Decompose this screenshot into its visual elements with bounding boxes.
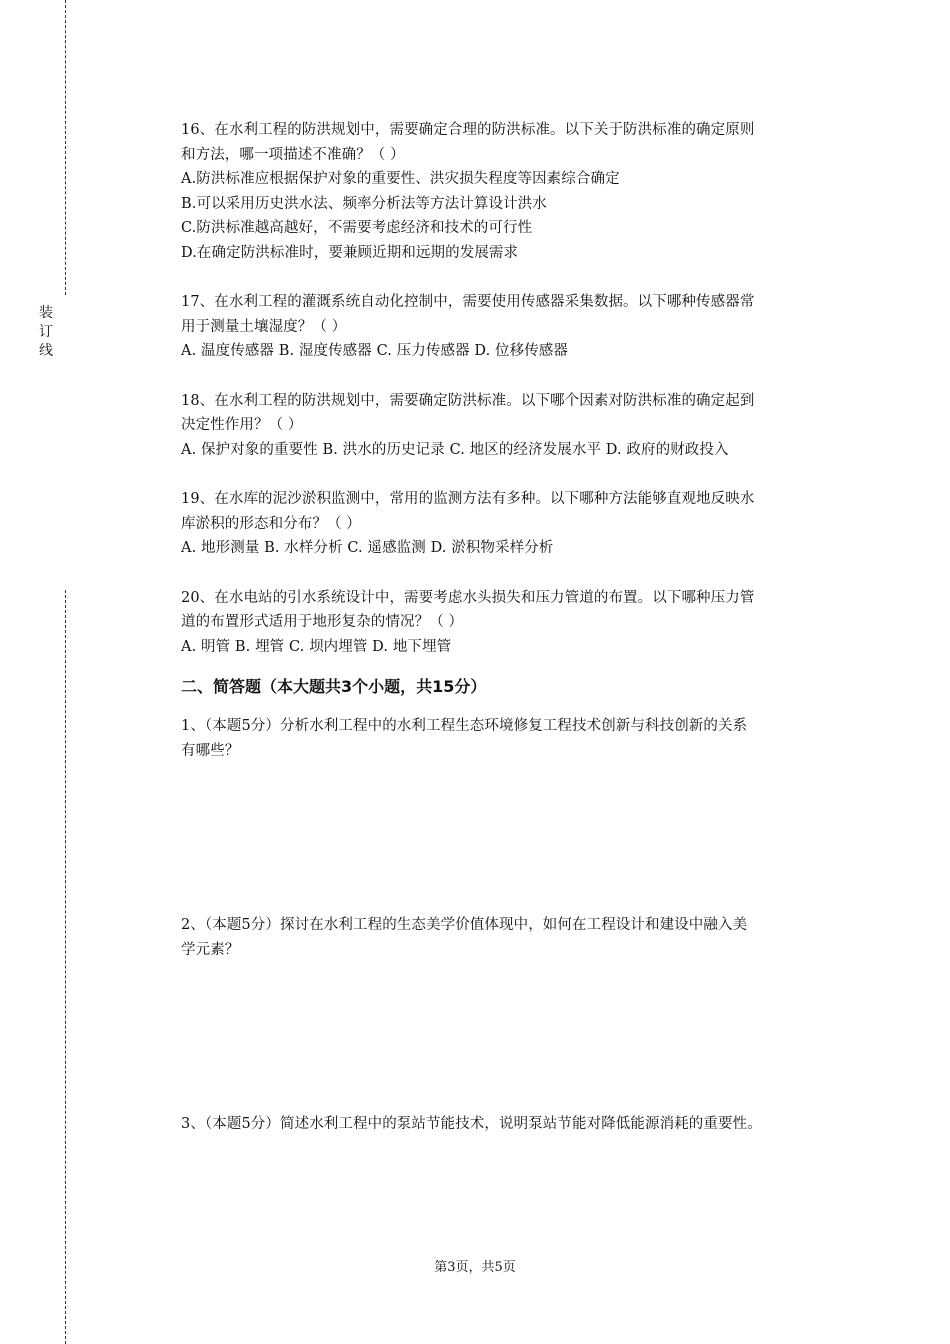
- question-stem-line: 用于测量土壤湿度？（ ）: [181, 318, 347, 335]
- question-stem-line: 2、（本题5分）探讨在水利工程的生态美学价值体现中，如何在工程设计和建设中融入美: [181, 917, 748, 933]
- section-title: 二、简答题（本大题共3个小题，共15分）: [181, 677, 487, 696]
- option-b: B.可以采用历史洪水法、频率分析法等方法计算设计洪水: [181, 195, 547, 212]
- question-stem-line: 有哪些？: [181, 742, 240, 759]
- question-stem-line: 3、（本题5分）简述水利工程中的泵站节能技术，说明泵站节能对降低能源消耗的重要性。: [181, 1116, 762, 1132]
- question-stem-line: 18、在水利工程的防洪规划中，需要确定防洪标准。以下哪个因素对防洪标准的确定起到: [181, 392, 755, 409]
- options-line: A. 地形测量 B. 水样分析 C. 遥感监测 D. 淤积物采样分析: [181, 540, 554, 556]
- question-stem-line: 决定性作用？（ ）: [181, 417, 303, 433]
- question-stem-line: 和方法，哪一项描述不准确？（ ）: [181, 146, 405, 163]
- question-20: [181, 586, 849, 660]
- options-line: A. 保护对象的重要性 B. 洪水的历史记录 C. 地区的经济发展水平 D. 政府的财政投入: [181, 441, 729, 458]
- question-stem-line: 道的布置形式适用于地形复杂的情况？（ ）: [181, 614, 464, 630]
- binding-line-bottom: [65, 590, 66, 1344]
- binding-label: [38, 304, 54, 361]
- short-answer-1: [181, 714, 853, 763]
- option-d: D.在确定防洪标准时，要兼顾近期和远期的发展需求: [181, 244, 519, 261]
- short-answer-2: [181, 913, 853, 962]
- question-17: [181, 290, 849, 364]
- question-stem-line: 16、在水利工程的防洪规划中，需要确定合理的防洪标准。以下关于防洪标准的确定原则: [181, 122, 755, 138]
- page-footer: 第3页，共5页: [434, 1260, 516, 1275]
- binding-line-top: [65, 0, 66, 295]
- binding-char: 装: [39, 305, 53, 321]
- question-stem-line: 1、（本题5分）分析水利工程中的水利工程生态环境修复工程技术创新与科技创新的关系: [181, 718, 748, 734]
- option-a: A.防洪标准应根据保护对象的重要性、洪灾损失程度等因素综合确定: [181, 171, 620, 187]
- question-stem-line: 库淤积的形态和分布？（ ）: [181, 515, 361, 532]
- binding-char: 线: [39, 343, 53, 359]
- options-line: A. 明管 B. 埋管 C. 坝内埋管 D. 地下埋管: [181, 638, 452, 655]
- binding-char: 订: [39, 324, 53, 340]
- question-18: [181, 389, 849, 463]
- question-stem-line: 17、在水利工程的灌溉系统自动化控制中，需要使用传感器采集数据。以下哪种传感器常: [181, 294, 755, 310]
- question-19: [181, 487, 849, 561]
- question-stem-line: 学元素？: [181, 941, 240, 958]
- question-16: [181, 118, 849, 265]
- options-line: A. 温度传感器 B. 湿度传感器 C. 压力传感器 D. 位移传感器: [181, 343, 569, 359]
- short-answer-3: [181, 1112, 853, 1137]
- option-c: C.防洪标准越高越好，不需要考虑经济和技术的可行性: [181, 220, 533, 236]
- question-stem-line: 20、在水电站的引水系统设计中，需要考虑水头损失和压力管道的布置。以下哪种压力管: [181, 589, 755, 606]
- question-stem-line: 19、在水库的泥沙淤积监测中，常用的监测方法有多种。以下哪种方法能够直观地反映水: [181, 491, 755, 507]
- multiple-choice-section: [181, 118, 849, 701]
